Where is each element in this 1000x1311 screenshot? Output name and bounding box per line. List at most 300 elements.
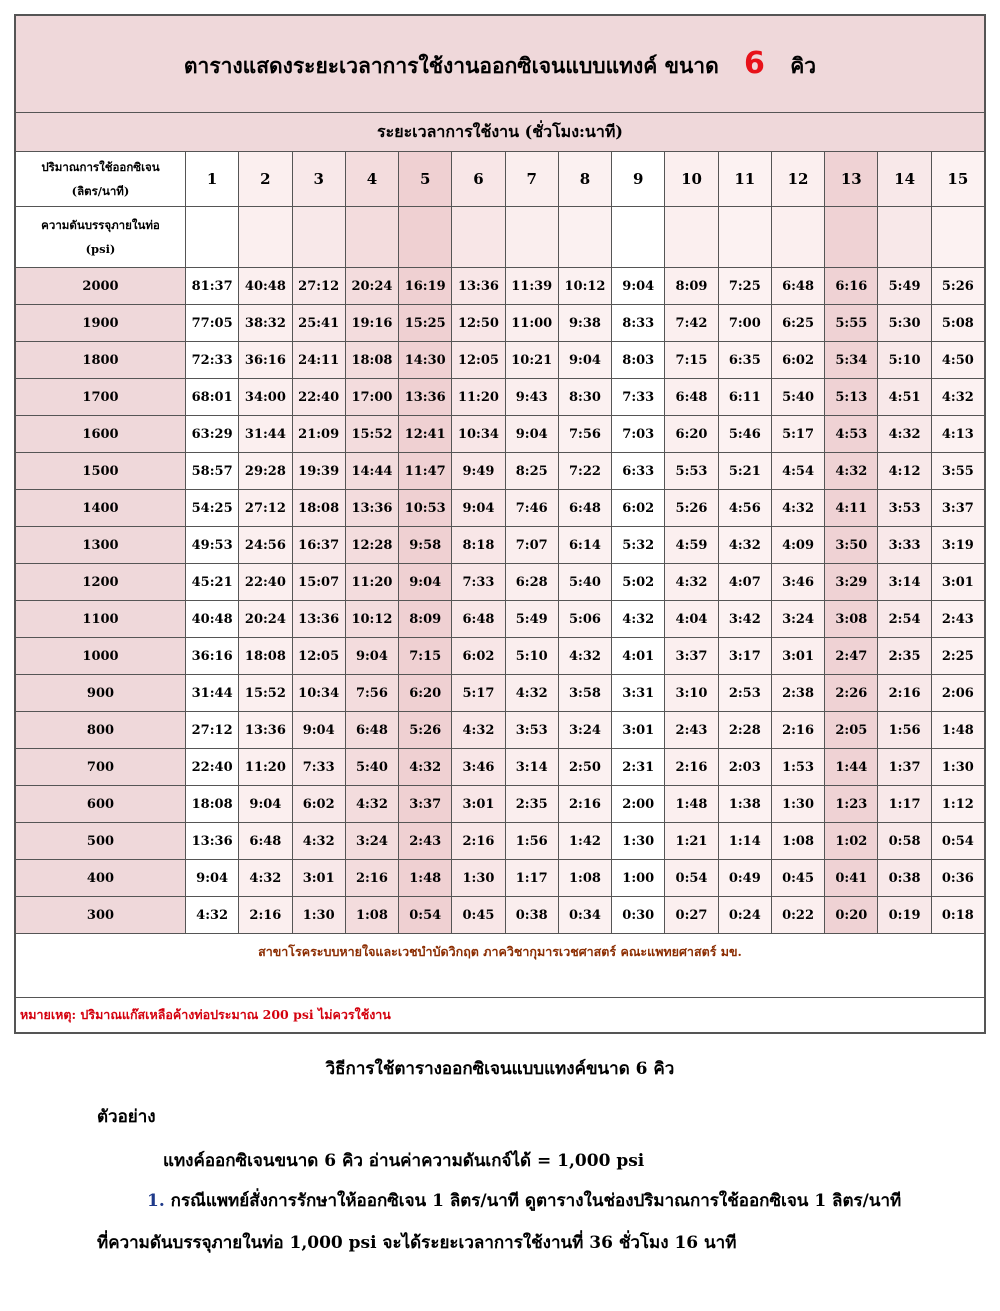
duration-cell: 4:56	[718, 490, 771, 527]
duration-cell: 10:21	[505, 342, 558, 379]
duration-cell: 12:41	[399, 416, 452, 453]
duration-cell: 4:11	[825, 490, 878, 527]
pressure-header-blank	[345, 207, 398, 268]
pressure-header-blank	[771, 207, 824, 268]
duration-cell: 5:49	[505, 601, 558, 638]
duration-cell: 3:31	[612, 675, 665, 712]
duration-cell: 6:48	[665, 379, 718, 416]
duration-cell: 3:24	[771, 601, 824, 638]
duration-cell: 4:32	[452, 712, 505, 749]
duration-cell: 9:04	[399, 564, 452, 601]
duration-cell: 3:24	[558, 712, 611, 749]
duration-cell: 4:32	[345, 786, 398, 823]
duration-cell: 18:08	[292, 490, 345, 527]
duration-cell: 5:40	[345, 749, 398, 786]
duration-cell: 5:53	[665, 453, 718, 490]
duration-cell: 9:58	[399, 527, 452, 564]
pressure-header-blank	[452, 207, 505, 268]
duration-cell: 16:19	[399, 268, 452, 305]
duration-cell: 3:33	[878, 527, 931, 564]
flow-rate-header: 10	[665, 152, 718, 207]
flow-rate-header: 4	[345, 152, 398, 207]
duration-cell: 5:40	[771, 379, 824, 416]
duration-cell: 1:30	[452, 860, 505, 897]
pressure-header-blank	[558, 207, 611, 268]
duration-cell: 2:54	[878, 601, 931, 638]
duration-cell: 16:37	[292, 527, 345, 564]
duration-cell: 3:50	[825, 527, 878, 564]
duration-cell: 0:18	[931, 897, 984, 934]
duration-cell: 10:34	[452, 416, 505, 453]
duration-cell: 6:48	[452, 601, 505, 638]
duration-cell: 6:25	[771, 305, 824, 342]
duration-cell: 1:53	[771, 749, 824, 786]
duration-cell: 5:08	[931, 305, 984, 342]
duration-cell: 7:56	[558, 416, 611, 453]
duration-cell: 4:07	[718, 564, 771, 601]
flow-rate-header: 1	[186, 152, 239, 207]
duration-cell: 1:30	[771, 786, 824, 823]
pressure-header-label	[16, 207, 186, 268]
duration-cell: 6:02	[612, 490, 665, 527]
flow-rate-header: 7	[505, 152, 558, 207]
duration-cell: 6:48	[771, 268, 824, 305]
duration-cell: 5:17	[452, 675, 505, 712]
duration-cell: 9:04	[612, 268, 665, 305]
duration-cell: 2:06	[931, 675, 984, 712]
duration-cell: 0:45	[771, 860, 824, 897]
duration-cell: 2:16	[452, 823, 505, 860]
item-number: 1.	[147, 1191, 165, 1211]
duration-cell: 0:22	[771, 897, 824, 934]
pressure-value: 1200	[16, 564, 186, 601]
duration-cell: 9:04	[239, 786, 292, 823]
duration-cell: 13:36	[186, 823, 239, 860]
table-subtitle: ระยะเวลาการใช้งาน (ชั่วโมง:นาที)	[16, 113, 985, 152]
duration-cell: 0:34	[558, 897, 611, 934]
duration-cell: 2:16	[239, 897, 292, 934]
duration-cell: 6:11	[718, 379, 771, 416]
duration-cell: 2:53	[718, 675, 771, 712]
duration-cell: 4:32	[825, 453, 878, 490]
example-line-2-text: กรณีแพทย์สั่งการรักษาให้ออกซิเจน 1 ลิตร/นาที ดูตารางในช่องปริมาณการใช้ออกซิเจน 1 ลิตร/นาที	[170, 1191, 902, 1211]
flow-rate-header: 2	[239, 152, 292, 207]
duration-cell: 0:20	[825, 897, 878, 934]
duration-cell: 11:00	[505, 305, 558, 342]
duration-cell: 4:32	[931, 379, 984, 416]
duration-cell: 18:08	[186, 786, 239, 823]
duration-cell: 8:09	[665, 268, 718, 305]
example-line-1: แทงค์ออกซิเจนขนาด 6 คิว อ่านค่าความดันเกจ์ได้ = 1,000 psi	[163, 1151, 645, 1171]
flow-rate-header: 6	[452, 152, 505, 207]
table-row	[16, 749, 985, 786]
duration-cell: 18:08	[239, 638, 292, 675]
pressure-value: 2000	[16, 268, 186, 305]
duration-cell: 15:52	[345, 416, 398, 453]
duration-cell: 4:32	[292, 823, 345, 860]
duration-cell: 1:48	[399, 860, 452, 897]
duration-cell: 2:00	[612, 786, 665, 823]
duration-cell: 19:16	[345, 305, 398, 342]
duration-cell: 9:04	[452, 490, 505, 527]
duration-cell: 8:33	[612, 305, 665, 342]
duration-cell: 12:05	[452, 342, 505, 379]
duration-cell: 81:37	[186, 268, 239, 305]
duration-cell: 2:16	[878, 675, 931, 712]
table-row	[16, 823, 985, 860]
duration-cell: 2:03	[718, 749, 771, 786]
duration-cell: 2:38	[771, 675, 824, 712]
duration-cell: 4:32	[665, 564, 718, 601]
duration-cell: 7:00	[718, 305, 771, 342]
duration-cell: 3:01	[292, 860, 345, 897]
duration-cell: 3:24	[345, 823, 398, 860]
pressure-header-blank	[825, 207, 878, 268]
duration-cell: 77:05	[186, 305, 239, 342]
duration-cell: 7:22	[558, 453, 611, 490]
duration-cell: 0:38	[505, 897, 558, 934]
pressure-header-blank	[239, 207, 292, 268]
duration-cell: 7:07	[505, 527, 558, 564]
duration-cell: 9:04	[558, 342, 611, 379]
pressure-value: 800	[16, 712, 186, 749]
pressure-header-blank	[718, 207, 771, 268]
duration-cell: 3:14	[878, 564, 931, 601]
duration-cell: 4:59	[665, 527, 718, 564]
duration-cell: 1:30	[612, 823, 665, 860]
duration-cell: 13:36	[399, 379, 452, 416]
duration-cell: 31:44	[186, 675, 239, 712]
duration-cell: 10:12	[558, 268, 611, 305]
duration-cell: 6:48	[239, 823, 292, 860]
flow-rate-header: 11	[718, 152, 771, 207]
duration-cell: 3:01	[612, 712, 665, 749]
flow-header-label	[16, 152, 186, 207]
duration-cell: 4:54	[771, 453, 824, 490]
duration-cell: 4:32	[558, 638, 611, 675]
example-line-3: ที่ความดันบรรจุภายในท่อ 1,000 psi จะได้ระยะเวลาการใช้งานที่ 36 ชั่วโมง 16 นาที	[97, 1233, 737, 1253]
duration-cell: 2:35	[878, 638, 931, 675]
duration-cell: 14:44	[345, 453, 398, 490]
table-row	[16, 453, 985, 490]
duration-cell: 5:26	[665, 490, 718, 527]
flow-rate-header: 14	[878, 152, 931, 207]
duration-cell: 4:50	[931, 342, 984, 379]
duration-cell: 5:10	[878, 342, 931, 379]
duration-cell: 0:27	[665, 897, 718, 934]
duration-cell: 1:08	[771, 823, 824, 860]
duration-cell: 9:49	[452, 453, 505, 490]
duration-cell: 1:00	[612, 860, 665, 897]
duration-cell: 5:21	[718, 453, 771, 490]
duration-cell: 58:57	[186, 453, 239, 490]
duration-cell: 0:30	[612, 897, 665, 934]
duration-cell: 1:23	[825, 786, 878, 823]
pressure-header-blank	[505, 207, 558, 268]
duration-cell: 5:17	[771, 416, 824, 453]
duration-cell: 1:17	[878, 786, 931, 823]
duration-cell: 7:42	[665, 305, 718, 342]
duration-cell: 1:21	[665, 823, 718, 860]
pressure-header-blank	[292, 207, 345, 268]
duration-cell: 6:28	[505, 564, 558, 601]
duration-cell: 2:16	[771, 712, 824, 749]
duration-cell: 8:18	[452, 527, 505, 564]
table-row	[16, 601, 985, 638]
duration-cell: 12:50	[452, 305, 505, 342]
duration-cell: 5:13	[825, 379, 878, 416]
duration-cell: 4:32	[239, 860, 292, 897]
pressure-value: 300	[16, 897, 186, 934]
pressure-value: 1000	[16, 638, 186, 675]
duration-cell: 2:31	[612, 749, 665, 786]
flow-rate-header: 13	[825, 152, 878, 207]
pressure-value: 1600	[16, 416, 186, 453]
duration-cell: 14:30	[399, 342, 452, 379]
duration-cell: 68:01	[186, 379, 239, 416]
duration-cell: 18:08	[345, 342, 398, 379]
duration-cell: 13:36	[292, 601, 345, 638]
duration-cell: 7:56	[345, 675, 398, 712]
pressure-value: 400	[16, 860, 186, 897]
table-row	[16, 712, 985, 749]
duration-cell: 3:14	[505, 749, 558, 786]
pressure-value: 700	[16, 749, 186, 786]
table-row	[16, 490, 985, 527]
title-size-number: 6	[744, 45, 765, 81]
duration-cell: 6:02	[292, 786, 345, 823]
duration-cell: 2:16	[345, 860, 398, 897]
pressure-header-blank	[878, 207, 931, 268]
flow-rate-header: 15	[931, 152, 984, 207]
duration-cell: 10:34	[292, 675, 345, 712]
duration-cell: 1:14	[718, 823, 771, 860]
duration-cell: 6:14	[558, 527, 611, 564]
pressure-header-blank	[665, 207, 718, 268]
duration-cell: 4:13	[931, 416, 984, 453]
title-text: ตารางแสดงระยะเวลาการใช้งานออกซิเจนแบบแทงค์ ขนาด	[183, 52, 719, 78]
duration-cell: 19:39	[292, 453, 345, 490]
duration-cell: 5:32	[612, 527, 665, 564]
duration-cell: 24:56	[239, 527, 292, 564]
duration-cell: 27:12	[292, 268, 345, 305]
duration-cell: 15:25	[399, 305, 452, 342]
duration-cell: 4:01	[612, 638, 665, 675]
duration-cell: 3:58	[558, 675, 611, 712]
duration-cell: 8:03	[612, 342, 665, 379]
title-unit: คิว	[790, 52, 817, 78]
flow-rate-header: 12	[771, 152, 824, 207]
duration-cell: 5:30	[878, 305, 931, 342]
duration-cell: 2:16	[558, 786, 611, 823]
flow-label-line1: ปริมาณการใช้ออกซิเจน	[41, 160, 160, 174]
duration-cell: 27:12	[239, 490, 292, 527]
duration-cell: 8:25	[505, 453, 558, 490]
duration-cell: 9:04	[345, 638, 398, 675]
credit-line: สาขาโรคระบบหายใจและเวชบำบัดวิกฤต ภาควิชากุมารเวชศาสตร์ คณะแพทยศาสตร์ มข.	[16, 934, 985, 998]
pressure-label-line1: ความดันบรรจุภายในท่อ	[41, 218, 160, 232]
duration-cell: 0:54	[931, 823, 984, 860]
pressure-value: 500	[16, 823, 186, 860]
duration-cell: 13:36	[452, 268, 505, 305]
duration-cell: 11:20	[345, 564, 398, 601]
duration-cell: 1:08	[558, 860, 611, 897]
duration-cell: 4:04	[665, 601, 718, 638]
duration-cell: 5:49	[878, 268, 931, 305]
duration-cell: 6:48	[345, 712, 398, 749]
duration-cell: 13:36	[345, 490, 398, 527]
duration-cell: 3:55	[931, 453, 984, 490]
duration-cell: 6:20	[665, 416, 718, 453]
duration-cell: 4:32	[612, 601, 665, 638]
duration-cell: 4:32	[878, 416, 931, 453]
duration-cell: 20:24	[345, 268, 398, 305]
duration-cell: 29:28	[239, 453, 292, 490]
duration-cell: 3:08	[825, 601, 878, 638]
duration-cell: 2:43	[399, 823, 452, 860]
duration-cell: 49:53	[186, 527, 239, 564]
flow-rate-header: 9	[612, 152, 665, 207]
duration-cell: 1:02	[825, 823, 878, 860]
duration-cell: 0:58	[878, 823, 931, 860]
duration-cell: 3:46	[771, 564, 824, 601]
duration-cell: 4:32	[505, 675, 558, 712]
duration-cell: 9:43	[505, 379, 558, 416]
duration-cell: 3:19	[931, 527, 984, 564]
duration-cell: 21:09	[292, 416, 345, 453]
pressure-value: 1900	[16, 305, 186, 342]
duration-cell: 12:28	[345, 527, 398, 564]
duration-cell: 4:12	[878, 453, 931, 490]
table-row	[16, 527, 985, 564]
pressure-value: 1700	[16, 379, 186, 416]
duration-cell: 2:28	[718, 712, 771, 749]
pressure-value: 1300	[16, 527, 186, 564]
duration-cell: 22:40	[186, 749, 239, 786]
duration-cell: 9:04	[292, 712, 345, 749]
duration-cell: 34:00	[239, 379, 292, 416]
duration-cell: 2:43	[931, 601, 984, 638]
duration-cell: 17:00	[345, 379, 398, 416]
duration-cell: 6:33	[612, 453, 665, 490]
table-row	[16, 268, 985, 305]
pressure-label-line2: (psi)	[85, 242, 116, 256]
pressure-value: 1100	[16, 601, 186, 638]
duration-cell: 1:30	[292, 897, 345, 934]
duration-cell: 2:26	[825, 675, 878, 712]
duration-cell: 4:32	[771, 490, 824, 527]
duration-cell: 3:37	[931, 490, 984, 527]
pressure-header-blank	[186, 207, 239, 268]
duration-cell: 6:02	[771, 342, 824, 379]
duration-cell: 5:26	[931, 268, 984, 305]
duration-cell: 9:04	[186, 860, 239, 897]
duration-cell: 1:08	[345, 897, 398, 934]
duration-cell: 24:11	[292, 342, 345, 379]
duration-cell: 0:19	[878, 897, 931, 934]
example-label: ตัวอย่าง	[97, 1107, 156, 1127]
duration-cell: 1:17	[505, 860, 558, 897]
duration-cell: 5:40	[558, 564, 611, 601]
duration-cell: 20:24	[239, 601, 292, 638]
duration-cell: 6:35	[718, 342, 771, 379]
duration-cell: 36:16	[186, 638, 239, 675]
duration-cell: 0:41	[825, 860, 878, 897]
duration-cell: 2:35	[505, 786, 558, 823]
duration-cell: 1:30	[931, 749, 984, 786]
flow-rate-header: 5	[399, 152, 452, 207]
duration-cell: 4:32	[718, 527, 771, 564]
table-row	[16, 564, 985, 601]
duration-cell: 9:38	[558, 305, 611, 342]
table-row	[16, 638, 985, 675]
duration-cell: 0:54	[399, 897, 452, 934]
duration-cell: 1:38	[718, 786, 771, 823]
pressure-header-blank	[399, 207, 452, 268]
flow-label-line2: (ลิตร/นาที)	[71, 184, 130, 198]
duration-cell: 54:25	[186, 490, 239, 527]
pressure-value: 900	[16, 675, 186, 712]
duration-cell: 3:01	[771, 638, 824, 675]
duration-cell: 7:25	[718, 268, 771, 305]
duration-cell: 36:16	[239, 342, 292, 379]
duration-cell: 2:16	[665, 749, 718, 786]
duration-cell: 7:33	[612, 379, 665, 416]
duration-cell: 3:01	[452, 786, 505, 823]
duration-cell: 0:45	[452, 897, 505, 934]
duration-cell: 5:55	[825, 305, 878, 342]
duration-cell: 10:12	[345, 601, 398, 638]
duration-cell: 5:26	[399, 712, 452, 749]
duration-cell: 3:46	[452, 749, 505, 786]
duration-cell: 31:44	[239, 416, 292, 453]
duration-cell: 1:56	[505, 823, 558, 860]
duration-cell: 5:46	[718, 416, 771, 453]
duration-cell: 7:33	[292, 749, 345, 786]
duration-cell: 8:09	[399, 601, 452, 638]
duration-cell: 0:24	[718, 897, 771, 934]
duration-cell: 4:53	[825, 416, 878, 453]
duration-cell: 0:54	[665, 860, 718, 897]
duration-cell: 7:33	[452, 564, 505, 601]
duration-cell: 3:29	[825, 564, 878, 601]
duration-cell: 12:05	[292, 638, 345, 675]
duration-cell: 1:44	[825, 749, 878, 786]
duration-cell: 11:20	[452, 379, 505, 416]
duration-cell: 5:10	[505, 638, 558, 675]
duration-cell: 4:09	[771, 527, 824, 564]
duration-cell: 2:50	[558, 749, 611, 786]
pressure-value: 1800	[16, 342, 186, 379]
duration-cell: 9:04	[505, 416, 558, 453]
duration-cell: 2:25	[931, 638, 984, 675]
duration-cell: 1:48	[665, 786, 718, 823]
duration-cell: 5:02	[612, 564, 665, 601]
duration-cell: 7:03	[612, 416, 665, 453]
table-row	[16, 897, 985, 934]
duration-cell: 4:32	[399, 749, 452, 786]
duration-cell: 3:42	[718, 601, 771, 638]
duration-cell: 5:06	[558, 601, 611, 638]
duration-cell: 3:53	[505, 712, 558, 749]
duration-cell: 27:12	[186, 712, 239, 749]
duration-cell: 40:48	[239, 268, 292, 305]
duration-cell: 3:10	[665, 675, 718, 712]
duration-cell: 2:47	[825, 638, 878, 675]
duration-cell: 6:16	[825, 268, 878, 305]
duration-cell: 22:40	[292, 379, 345, 416]
duration-cell: 4:51	[878, 379, 931, 416]
